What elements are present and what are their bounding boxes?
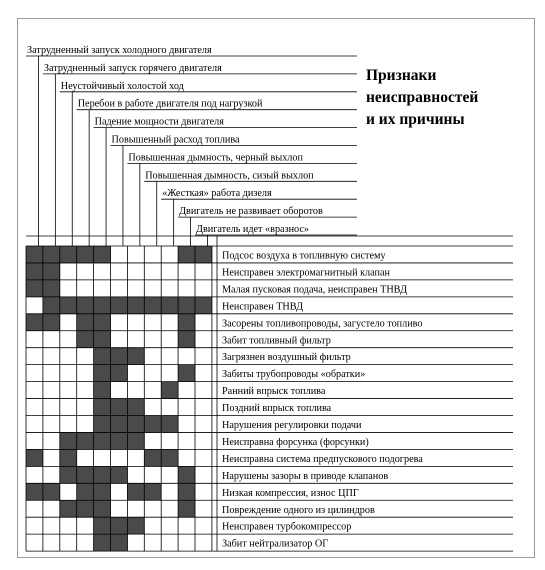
cause-label: Нарушены зазоры в приводе клапанов [222, 470, 389, 482]
filled-cell [161, 382, 178, 399]
filled-cell [43, 280, 60, 297]
filled-cell [94, 517, 111, 534]
filled-cell [60, 297, 77, 314]
symptom-label: Двигатель не развивает оборотов [179, 206, 323, 218]
filled-cell [77, 432, 94, 449]
cause-label: Низкая компрессия, износ ЦПГ [222, 487, 359, 499]
filled-cell [111, 432, 128, 449]
symptom-label: Повышенная дымность, черный выхлоп [128, 152, 303, 164]
symptom-label: Неустойчивый холостой ход [60, 80, 184, 92]
filled-cell [94, 348, 111, 365]
filled-cell [127, 416, 144, 433]
title-line-3: и их причины [366, 111, 465, 128]
filled-cell [195, 297, 212, 314]
filled-cell [26, 246, 43, 263]
filled-cell [94, 297, 111, 314]
cause-label: Забит нейтрализатор ОГ [222, 538, 329, 550]
filled-cell [94, 399, 111, 416]
cause-label: Нарушения регулировки подачи [222, 420, 362, 431]
filled-cell [60, 466, 77, 483]
filled-cell [111, 365, 128, 382]
title-line-2: неисправностей [366, 89, 479, 106]
filled-cell [43, 314, 60, 331]
cause-label: Забиты трубопроводы «обратки» [222, 369, 366, 381]
symptom-label: «Жесткая» работа дизеля [162, 188, 272, 200]
filled-cell [127, 348, 144, 365]
cause-label: Засорены топливопроводы, загустело топливо [222, 318, 423, 330]
cause-label: Поздний впрыск топлива [222, 403, 332, 415]
symptom-label: Повышенный расход топлива [111, 134, 240, 146]
filled-cell [161, 449, 178, 466]
filled-cell [144, 449, 161, 466]
symptom-label: Двигатель идет «вразнос» [196, 224, 310, 235]
filled-cell [43, 297, 60, 314]
cause-label: Неисправен электромагнитный клапан [222, 267, 390, 279]
filled-cell [111, 534, 128, 551]
filled-cell [77, 314, 94, 331]
filled-cell [26, 263, 43, 280]
filled-cell [178, 331, 195, 348]
filled-cell [94, 534, 111, 551]
cause-label: Неисправна система предпускового подогрева [222, 453, 423, 465]
filled-cell [77, 246, 94, 263]
filled-cell [161, 416, 178, 433]
filled-cell [178, 500, 195, 517]
cause-label: Малая пусковая подача, неисправен ТНВД [222, 284, 408, 296]
filled-cell [60, 500, 77, 517]
cause-label: Неисправна форсунка (форсунки) [222, 436, 369, 448]
filled-cell [26, 449, 43, 466]
filled-cell [144, 416, 161, 433]
filled-cell [60, 432, 77, 449]
filled-cell [94, 500, 111, 517]
filled-cell [111, 517, 128, 534]
filled-cell [77, 297, 94, 314]
filled-cell [94, 331, 111, 348]
cause-label: Подсос воздуха в топливную систему [222, 250, 386, 262]
filled-cell [94, 483, 111, 500]
filled-cell [161, 297, 178, 314]
filled-cell [127, 483, 144, 500]
filled-cell [178, 297, 195, 314]
filled-cell [94, 314, 111, 331]
filled-cell [178, 246, 195, 263]
filled-cell [111, 466, 128, 483]
filled-cell [144, 483, 161, 500]
filled-cell [26, 314, 43, 331]
filled-cell [178, 365, 195, 382]
filled-cell [77, 483, 94, 500]
symptom-label: Повышенная дымность, сизый выхлоп [145, 170, 314, 182]
filled-cell [178, 314, 195, 331]
filled-cell [111, 399, 128, 416]
filled-cell [111, 348, 128, 365]
filled-cell [178, 483, 195, 500]
filled-cell [43, 263, 60, 280]
filled-cell [127, 432, 144, 449]
cause-label: Повреждение одного из цилиндров [222, 504, 375, 516]
filled-cell [111, 297, 128, 314]
filled-cell [144, 297, 161, 314]
filled-cell [77, 466, 94, 483]
title-line-1: Признаки [366, 67, 437, 84]
filled-cell [195, 246, 212, 263]
filled-cell [60, 449, 77, 466]
filled-cell [26, 280, 43, 297]
symptom-label: Затрудненный запуск горячего двигателя [43, 62, 222, 74]
filled-cell [43, 246, 60, 263]
cause-label: Забит топливный фильтр [222, 335, 331, 347]
symptom-label: Падение мощности двигателя [94, 116, 224, 128]
symptom-label: Перебои в работе двигателя под нагрузкой [77, 98, 263, 110]
filled-cell [127, 297, 144, 314]
symptom-label: Затрудненный запуск холодного двигателя [27, 45, 212, 56]
filled-cell [94, 432, 111, 449]
filled-cell [60, 246, 77, 263]
filled-cell [94, 466, 111, 483]
cause-label: Ранний впрыск топлива [222, 386, 326, 398]
filled-cell [94, 416, 111, 433]
cause-label: Загрязнен воздушный фильтр [222, 352, 351, 364]
cause-label: Неисправен ТНВД [222, 301, 304, 313]
filled-cell [94, 382, 111, 399]
filled-cell [43, 483, 60, 500]
filled-cell [178, 466, 195, 483]
filled-cell [94, 246, 111, 263]
filled-cell [111, 416, 128, 433]
filled-cell [77, 331, 94, 348]
cause-label: Неисправен турбокомпрессор [222, 521, 352, 533]
filled-cell [26, 483, 43, 500]
filled-cell [127, 399, 144, 416]
filled-cell [77, 500, 94, 517]
filled-cell [127, 517, 144, 534]
filled-cell [94, 365, 111, 382]
